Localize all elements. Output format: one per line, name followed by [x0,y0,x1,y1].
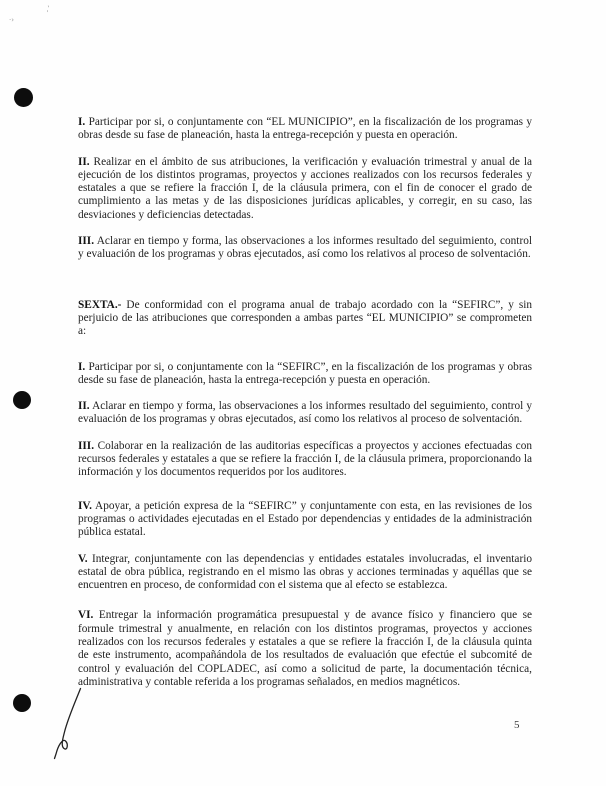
page-number: 5 [514,719,520,731]
clause-number: II. [78,155,90,168]
clause-number: I. [78,360,86,373]
clause-text: Aclarar en tiempo y forma, las observaciones a los informes resultado del seguimiento, control y evaluación de los programas y obras ejecutados, así como los relativos al proceso de solventación. [78,235,532,261]
clause-text: Aclarar en tiempo y forma, las observaciones a los informes resultado del seguimiento, control y evaluación de los programas y obras ejecutados, así como los relativos al proceso de solventación. [78,400,532,426]
document-body [78,116,532,689]
hole-punch-dot [13,694,31,712]
clause-paragraph [78,156,532,222]
clause-number: IV. [78,499,92,512]
clause-text: Participar por si, o conjuntamente con “EL MUNICIPIO”, en la fiscalización de los programas y obras desde su fase de planeación, hasta la entrega-recepción y puesta en operación. [78,116,532,142]
clause-paragraph [78,609,532,689]
clause-paragraph [78,235,532,262]
clause-number: VI. [78,609,94,622]
clause-text: Integrar, conjuntamente con las dependencias y entidades estatales involucradas, el inventario estatal de obra pública, registrando en el mismo las obras y acciones terminadas y aquéllas que se encuentren en proceso, de conformidad con el sistema que al efecto se establezca. [78,552,532,592]
clause-text: Colaborar en la realización de las auditorias específicas a proyectos y acciones efectuadas con recursos federales y estatales a que se refiere la fracción I, de la cláusula primera, proporcionando la información y los documentos requeridos por los auditores. [78,439,532,479]
clause-number: I. [78,116,86,128]
clause-paragraph [78,553,532,593]
clause-text: De conformidad con el programa anual de trabajo acordado con la “SEFIRC”, y sin perjuicio de las atribuciones que corresponden a ambas partes “EL MUNICIPIO” se comprometen a: [78,298,532,338]
clause-paragraph-sexta [78,299,532,339]
clause-number: V. [78,552,88,565]
clause-paragraph [78,400,532,427]
clause-number: III. [78,439,95,452]
scan-speck: ·› [9,16,15,24]
hole-punch-dot [14,88,33,107]
hole-punch-dot [13,391,31,409]
clause-number: III. [78,235,95,248]
clause-paragraph [78,361,532,388]
clause-text: Entregar la información programática presupuestal y de avance físico y financiero que se formule trimestral y anualmente, en relación con los distintos programas, proyectos y acciones realizados con los recursos federales y estatales a que se refiere la fracción I, de la cláusula quinta de este instrumento, acompañándola de los resultados de evaluación que efectúe el subcomité de control y evaluación del COPLADEC, así como a solicitud de parte, la documentación técnica, administrativa y contable referida a los programas señalados, en medios magnéticos. [78,609,533,688]
clause-text: Apoyar, a petición expresa de la “SEFIRC” y conjuntamente con esta, en las revisiones de los programas o actividades ejecutadas en el Estado por dependencias y entidades de la administración pública estatal. [78,499,532,539]
scan-speck: ‚ʼ [44,4,52,14]
clause-text: Participar por si, o conjuntamente con la “SEFIRC”, en la fiscalización de los programas y obras desde su fase de planeación, hasta la entrega-recepción y puesta en operación. [78,360,533,386]
clause-paragraph [78,440,532,480]
clause-paragraph [78,500,532,540]
signature-flourish [52,686,86,762]
clause-number: SEXTA.- [78,298,122,311]
clause-text: Realizar en el ámbito de sus atribuciones, la verificación y evaluación trimestral y anual de la ejecución de los distintos programas, proyectos y acciones realizados con los recursos federales y estatales a que se refiere la fracción I, de la cláusula primera, con el fin de conocer el grado de cumplimiento a las metas y de las disposiciones jurídicas aplicables, y corregir, en su caso, las desviaciones y deficiencias detectadas. [78,155,533,221]
clause-number: II. [78,400,90,413]
clause-paragraph [78,116,532,143]
